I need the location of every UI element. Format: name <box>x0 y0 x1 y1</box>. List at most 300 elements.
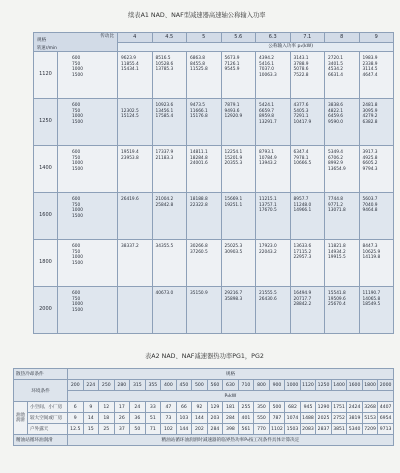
spec-row <box>34 287 394 334</box>
heat-value: 66 <box>176 402 192 413</box>
size-header: 355 <box>145 380 161 391</box>
speed-cell <box>58 146 118 193</box>
speed-value: 1000 <box>72 302 83 307</box>
heat-value: 24 <box>130 402 146 413</box>
t2-size-row <box>14 380 394 391</box>
size-header: 224 <box>83 380 99 391</box>
speed-value: 750 <box>72 296 81 302</box>
size-header: 900 <box>269 380 285 391</box>
power-value: 6863.8 <box>190 56 206 61</box>
speed-value: 1000 <box>72 208 83 213</box>
power-value <box>328 308 359 314</box>
power-cell <box>152 146 187 193</box>
power-value: 3143.1 <box>293 56 309 61</box>
heat-value: 1074 <box>285 413 301 424</box>
speed-value: 600 <box>72 197 81 202</box>
power-value: 14811.1 <box>190 150 208 155</box>
header-corner <box>34 33 118 52</box>
power-value <box>259 214 290 220</box>
power-value: 10923.6 <box>155 103 174 108</box>
power-value <box>225 302 256 308</box>
power-value: 4279.2 <box>362 114 378 119</box>
heat-value: 71 <box>145 424 161 435</box>
power-value: 17670.5 <box>259 208 277 213</box>
power-cell <box>187 146 222 193</box>
power-value: 6706.2 <box>328 155 344 161</box>
power-value: 13456.1 <box>155 108 174 114</box>
power-cell <box>359 193 394 240</box>
speed-value: 1000 <box>72 67 83 72</box>
env-label: 环境条件 <box>14 380 68 402</box>
heat-value: 203 <box>207 413 223 424</box>
power-cell <box>290 99 325 146</box>
speed-value: 600 <box>72 244 81 249</box>
heat-value: 9713 <box>378 424 394 435</box>
heat-value: 2025 <box>316 413 332 424</box>
speed-value: 1500 <box>72 119 83 125</box>
speed-value: 1000 <box>72 161 83 166</box>
spec-row <box>34 52 394 99</box>
size-header: 630 <box>223 380 239 391</box>
heat-value: 47 <box>161 402 177 413</box>
power-value: 2338.9 <box>362 61 378 67</box>
size-header: 500 <box>192 380 208 391</box>
heat-value: 787 <box>269 413 285 424</box>
power-value: 40673.0 <box>155 291 174 296</box>
power-value: 7291.1 <box>293 114 309 119</box>
heat-label: 散热冷却条件 <box>14 369 68 380</box>
heat-value: 202 <box>192 424 208 435</box>
power-cell <box>221 99 256 146</box>
power-value <box>121 167 152 173</box>
power-cell <box>221 240 256 287</box>
power-value: 4647.4 <box>362 72 378 78</box>
power-value: 11525.8 <box>190 67 208 72</box>
power-value: 24001.6 <box>190 161 208 166</box>
size-header: 1600 <box>347 380 363 391</box>
size-header: 800 <box>254 380 270 391</box>
power-cell <box>118 99 153 146</box>
power-cell <box>152 99 187 146</box>
ratio-header: 5 <box>187 33 222 43</box>
power-value: 22322.8 <box>190 202 208 208</box>
table1-caption: 续表A1 NAD、NAF型减速器高速轴公称输入功率 <box>128 12 266 19</box>
size-header: 200 <box>68 380 84 391</box>
power-value: 9545.9 <box>224 67 240 72</box>
power-value: 15434.1 <box>121 67 139 72</box>
speed-value: 600 <box>72 150 81 155</box>
power-value: 4925.8 <box>362 155 378 161</box>
power-value: 10063.3 <box>259 72 277 78</box>
ratio-label: 传动比 <box>100 34 114 39</box>
heat-value: 51 <box>145 413 161 424</box>
power-value <box>259 255 290 261</box>
power-value: 5416.1 <box>259 61 275 67</box>
size-header: 1800 <box>362 380 378 391</box>
heat-value: 7209 <box>362 424 378 435</box>
power-cell <box>359 287 394 334</box>
power-value <box>156 208 187 214</box>
speed-value: 750 <box>72 61 81 67</box>
power-value: 1983.9 <box>362 56 378 61</box>
power-value <box>328 214 359 220</box>
power-cell <box>325 240 360 287</box>
power-value <box>121 302 152 308</box>
power-value <box>121 120 152 126</box>
power-value: 14065.8 <box>362 296 381 302</box>
t2-header-row <box>14 369 394 380</box>
power-value <box>363 308 394 314</box>
power-cell <box>187 287 222 334</box>
power-value: 6659.7 <box>259 108 275 114</box>
power-value: 3114.5 <box>362 67 378 72</box>
power-value <box>190 208 221 214</box>
heat-value: 102 <box>161 424 177 435</box>
power-cell <box>325 287 360 334</box>
power-value: 8793.1 <box>259 150 275 155</box>
power-value <box>259 167 290 173</box>
heat-value: 9 <box>83 402 99 413</box>
power-value: 13654.9 <box>328 166 346 172</box>
power-table <box>33 32 394 334</box>
power-value: 7037.0 <box>259 67 275 72</box>
heat-value: 12 <box>99 402 115 413</box>
heat-value: 3268 <box>362 402 378 413</box>
t2-footer-row <box>14 435 394 446</box>
power-value: 22043.2 <box>259 249 277 255</box>
power-value: 13757.1 <box>259 202 277 208</box>
power-cell <box>118 146 153 193</box>
power-cell <box>187 52 222 99</box>
power-value: 18549.5 <box>362 302 381 307</box>
power-cell <box>118 52 153 99</box>
power-value: 7040.9 <box>362 202 378 208</box>
power-cell <box>256 146 291 193</box>
power-value: 7126.1 <box>224 61 240 67</box>
heat-value: 770 <box>254 424 270 435</box>
power-value: 13785.3 <box>155 67 174 72</box>
power-cell <box>187 240 222 287</box>
spec-row <box>34 99 394 146</box>
size-header: 1250 <box>316 380 332 391</box>
power-value: 17923.0 <box>259 244 277 249</box>
power-value: 8455.8 <box>190 61 206 67</box>
power-value: 4534.2 <box>328 67 344 72</box>
power-value <box>294 167 325 173</box>
power-value: 6631.4 <box>328 72 344 78</box>
heat-value: 398 <box>223 424 239 435</box>
env-row-label: 小空间、小厂房 <box>28 402 68 413</box>
power-cell <box>221 146 256 193</box>
power-value: 8992.9 <box>328 161 344 166</box>
power-value: 15201.9 <box>224 155 243 161</box>
ratio-header: 9 <box>359 33 394 43</box>
power-cell <box>359 52 394 99</box>
power-value <box>156 167 187 173</box>
power-value: 13633.6 <box>293 244 312 249</box>
power-value <box>294 261 325 267</box>
heat-value: 15 <box>83 424 99 435</box>
power-value: 26430.6 <box>259 296 277 302</box>
speed-value: 1500 <box>72 72 83 78</box>
power-value: 15176.8 <box>190 114 208 119</box>
power-value: 12254.1 <box>224 150 243 155</box>
heat-value: 17 <box>114 402 130 413</box>
size-header: 710 <box>238 380 254 391</box>
unit-label: P₀kW <box>68 391 394 402</box>
power-cell <box>359 240 394 287</box>
size-header: 400 <box>161 380 177 391</box>
power-value: 35898.3 <box>224 296 243 302</box>
power-cell <box>152 52 187 99</box>
power-value: 20355.3 <box>224 161 243 166</box>
power-value: 11248.0 <box>293 202 312 208</box>
power-cell <box>152 287 187 334</box>
speed-value: 1000 <box>72 114 83 119</box>
heat-value: 36 <box>130 413 146 424</box>
power-value: 4394.2 <box>259 56 275 61</box>
power-value: 37260.5 <box>190 249 208 255</box>
speed-cell <box>58 99 118 146</box>
power-value <box>294 308 325 314</box>
power-value: 21183.3 <box>155 155 174 161</box>
table2-caption: 表A2 NAD、NAF减速器热功率PG1，PG2 <box>145 353 264 360</box>
speed-value: 1500 <box>72 260 83 266</box>
unit-label: 公称输入功率 p₁(kW) <box>118 43 394 52</box>
heat-value: 18 <box>99 413 115 424</box>
heat-value: 5153 <box>362 413 378 424</box>
power-value: 12302.5 <box>121 108 139 114</box>
footer-label: 精油站循环油润滑 <box>14 435 68 446</box>
heat-value: 92 <box>192 402 208 413</box>
power-value: 9623.9 <box>121 56 137 61</box>
heat-value: 33 <box>145 402 161 413</box>
power-value: 7978.1 <box>293 155 309 161</box>
power-value <box>121 255 152 261</box>
power-value: 23953.8 <box>121 155 139 161</box>
power-value <box>121 208 152 214</box>
power-value: 3788.9 <box>293 61 309 67</box>
heat-row <box>14 402 394 413</box>
power-cell <box>290 287 325 334</box>
heat-value: 144 <box>176 424 192 435</box>
power-value: 7744.8 <box>328 197 344 202</box>
power-value: 9794.3 <box>362 166 378 172</box>
speed-value: 1500 <box>72 213 83 219</box>
power-cell <box>221 52 256 99</box>
power-cell <box>221 193 256 240</box>
power-value: 14119.8 <box>362 255 381 260</box>
power-value: 10784.9 <box>259 155 277 161</box>
power-value: 21004.2 <box>155 197 174 202</box>
speed-value: 750 <box>72 108 81 114</box>
heat-value: 12.5 <box>68 424 84 435</box>
power-value: 5603.7 <box>362 197 378 202</box>
power-value <box>190 120 221 126</box>
ratio-header: 7.1 <box>290 33 325 43</box>
speed-cell <box>58 287 118 334</box>
heat-value: 2752 <box>331 413 347 424</box>
power-value <box>363 261 394 267</box>
power-value: 6605.2 <box>362 161 378 166</box>
heat-value: 181 <box>223 402 239 413</box>
power-value: 11666.1 <box>190 108 208 114</box>
env-row-label: 户外露天 <box>28 424 68 435</box>
speed-value: 750 <box>72 249 81 255</box>
heat-row <box>14 424 394 435</box>
power-value <box>190 255 221 261</box>
heat-value: 1488 <box>300 413 316 424</box>
ratio-header: 4 <box>118 33 153 43</box>
power-cell <box>118 193 153 240</box>
power-value <box>225 255 256 261</box>
power-value: 12920.9 <box>224 114 243 119</box>
header-row <box>34 33 394 43</box>
power-value: 17337.9 <box>155 150 174 155</box>
power-value: 28842.2 <box>293 302 312 307</box>
power-cell <box>290 240 325 287</box>
ratio-header: 8 <box>325 33 360 43</box>
power-value: 9464.8 <box>362 208 378 213</box>
power-value: 8957.7 <box>293 197 309 202</box>
power-value: 25025.3 <box>224 244 243 249</box>
power-cell <box>221 287 256 334</box>
size-header: 560 <box>207 380 223 391</box>
power-value: 3917.3 <box>362 150 378 155</box>
power-value: 20717.7 <box>293 296 312 302</box>
group-label: 油池润滑 <box>14 402 28 435</box>
heat-value: 6954 <box>378 413 394 424</box>
heat-value: 500 <box>269 402 285 413</box>
power-value: 9771.2 <box>328 202 344 208</box>
heat-row <box>14 413 394 424</box>
power-cell <box>187 193 222 240</box>
speed-value: 600 <box>72 56 81 61</box>
power-value: 10417.9 <box>293 119 312 125</box>
power-cell <box>359 99 394 146</box>
power-value: 6459.6 <box>328 114 344 119</box>
heat-value: 1290 <box>316 402 332 413</box>
heat-value: 144 <box>192 413 208 424</box>
size-header: 2000 <box>378 380 394 391</box>
power-cell <box>187 99 222 146</box>
power-cell <box>325 146 360 193</box>
power-value: 38337.2 <box>121 244 139 249</box>
size-header: 1400 <box>331 380 347 391</box>
power-value <box>121 73 152 79</box>
heat-value: 129 <box>207 402 223 413</box>
heat-value: 401 <box>238 413 254 424</box>
power-cell <box>325 52 360 99</box>
power-value: 15124.5 <box>121 114 139 119</box>
power-value: 8516.5 <box>155 56 171 61</box>
env-row-label: 较大空间或厂房 <box>28 413 68 424</box>
power-value <box>156 73 187 79</box>
power-value: 13071.8 <box>328 208 346 213</box>
power-value: 4377.6 <box>293 103 309 108</box>
power-value: 9493.6 <box>224 108 240 114</box>
heat-value: 3819 <box>347 413 363 424</box>
speed-cell <box>58 52 118 99</box>
power-value: 35150.9 <box>190 291 208 296</box>
heat-value: 2837 <box>316 424 332 435</box>
spec-label: 规格 <box>68 369 394 380</box>
spec-cell: 1800 <box>34 240 58 287</box>
ratio-header: 6.3 <box>256 33 291 43</box>
power-value <box>225 73 256 79</box>
power-cell <box>256 240 291 287</box>
speed-value: 750 <box>72 155 81 161</box>
heat-value: 6 <box>68 402 84 413</box>
power-value: 6382.8 <box>362 119 378 125</box>
speed-cell <box>58 193 118 240</box>
power-value: 34355.5 <box>155 244 174 249</box>
power-value <box>363 214 394 220</box>
size-header: 1120 <box>300 380 316 391</box>
speed-value: 1500 <box>72 307 83 313</box>
heat-value: 350 <box>254 402 270 413</box>
power-value: 22957.3 <box>293 255 312 260</box>
spec-row <box>34 193 394 240</box>
power-value: 5424.1 <box>259 103 275 108</box>
power-cell <box>256 193 291 240</box>
power-value: 19915.5 <box>328 255 346 260</box>
heat-value: 561 <box>238 424 254 435</box>
speed-value: 600 <box>72 291 81 296</box>
heat-value: 3851 <box>331 424 347 435</box>
power-value <box>259 302 290 308</box>
heat-value: 1503 <box>285 424 301 435</box>
power-value: 2481.8 <box>362 103 378 108</box>
power-value: 19519.4 <box>121 150 139 155</box>
power-value: 5673.9 <box>224 56 240 61</box>
heat-value: 5340 <box>347 424 363 435</box>
power-value: 7522.8 <box>293 72 309 78</box>
power-value <box>294 214 325 220</box>
power-value: 25670.4 <box>328 302 346 307</box>
power-value: 17585.4 <box>155 114 174 119</box>
power-value: 30266.8 <box>190 244 208 249</box>
power-cell <box>152 240 187 287</box>
power-value: 11215.1 <box>259 197 277 202</box>
spec-cell: 2000 <box>34 287 58 334</box>
speed-value: 750 <box>72 202 81 208</box>
power-value <box>190 73 221 79</box>
power-value: 5405.3 <box>293 108 309 114</box>
power-value: 30903.5 <box>224 249 243 255</box>
power-value: 17115.2 <box>293 249 312 255</box>
power-value <box>328 261 359 267</box>
power-value: 16494.9 <box>293 291 312 296</box>
power-value: 13291.7 <box>259 119 277 125</box>
power-value: 21555.5 <box>259 291 277 296</box>
size-header: 1000 <box>285 380 301 391</box>
speed-label: 转速r/min <box>37 45 57 51</box>
heat-value: 50 <box>130 424 146 435</box>
speed-cell <box>58 240 118 287</box>
power-value <box>156 255 187 261</box>
power-value: 2720.1 <box>328 56 344 61</box>
power-value: 5349.4 <box>328 150 344 155</box>
power-value: 11190.7 <box>362 291 381 296</box>
heat-value: 2083 <box>300 424 316 435</box>
speed-value: 1500 <box>72 166 83 172</box>
power-value: 18284.8 <box>190 155 208 161</box>
footer-text: 精油站循环油润滑时减速器的临界热功率P₀按工况条件具体计算决定 <box>68 435 394 446</box>
spec-label: 规格 <box>37 38 47 43</box>
power-value <box>156 302 187 308</box>
speed-value: 600 <box>72 103 81 108</box>
